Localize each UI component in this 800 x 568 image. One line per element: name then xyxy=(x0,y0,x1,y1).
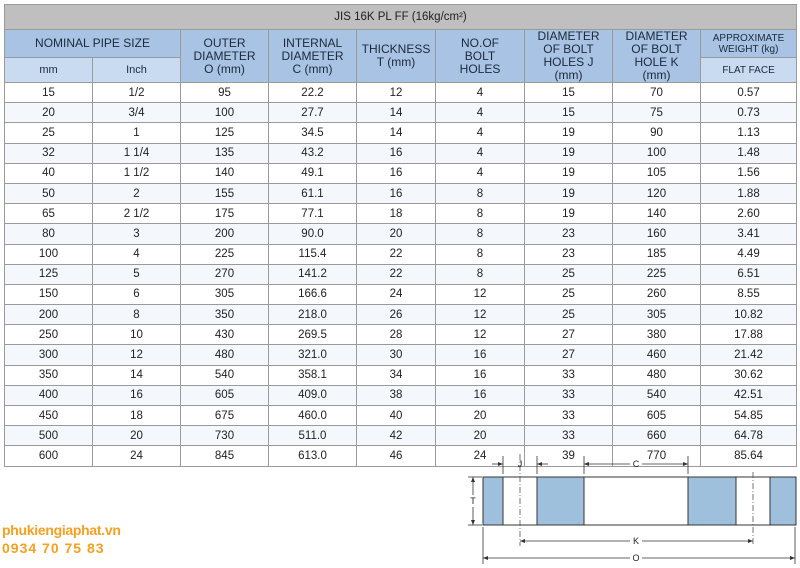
cell-internal-diameter: 49.1 xyxy=(269,163,357,183)
cell-internal-diameter: 34.5 xyxy=(269,123,357,143)
cell-mm: 500 xyxy=(5,426,93,446)
cell-bolt-circle: 120 xyxy=(613,183,701,203)
table-row xyxy=(5,305,797,325)
cell-outer-diameter: 480 xyxy=(181,345,269,365)
cell-bolt-hole-diameter: 19 xyxy=(525,183,613,203)
cell-bolt-holes: 4 xyxy=(436,163,525,183)
dim-t-label: T xyxy=(470,496,476,506)
cell-internal-diameter: 358.1 xyxy=(269,365,357,385)
table-row xyxy=(5,345,797,365)
header-bolts-line1: NO.OF xyxy=(461,35,499,50)
cell-bolt-hole-diameter: 25 xyxy=(525,264,613,284)
flange-segment-right-outer xyxy=(770,477,796,525)
dim-c-arrowhead-right xyxy=(683,462,688,466)
cell-bolt-hole-diameter: 39 xyxy=(525,446,613,466)
cell-internal-diameter: 141.2 xyxy=(269,264,357,284)
cell-bolt-circle: 185 xyxy=(613,244,701,264)
dim-o-arrowhead-right xyxy=(790,556,795,560)
header-bhd-line1: DIAMETER xyxy=(537,29,600,43)
table-row xyxy=(5,103,797,123)
brand-phone: 0934 70 75 83 xyxy=(2,540,105,556)
cell-bolt-holes: 8 xyxy=(436,224,525,244)
header-flat-face: FLAT FACE xyxy=(701,58,797,83)
cell-thickness: 16 xyxy=(357,143,436,163)
cell-weight: 4.49 xyxy=(701,244,797,264)
cell-internal-diameter: 22.2 xyxy=(269,83,357,103)
cell-bolt-circle: 540 xyxy=(613,385,701,405)
cell-internal-diameter: 61.1 xyxy=(269,183,357,203)
cell-outer-diameter: 540 xyxy=(181,365,269,385)
cell-mm: 50 xyxy=(5,183,93,203)
cell-bolt-hole-diameter: 33 xyxy=(525,406,613,426)
cell-bolt-holes: 4 xyxy=(436,103,525,123)
header-approx-weight xyxy=(701,30,797,58)
table-row xyxy=(5,83,797,103)
cell-outer-diameter: 155 xyxy=(181,183,269,203)
header-internal-line1: INTERNAL xyxy=(282,35,343,50)
table-row xyxy=(5,244,797,264)
header-internal-line3: C (mm) xyxy=(292,61,333,76)
header-inch: Inch xyxy=(93,58,181,83)
cell-bolt-holes: 8 xyxy=(436,244,525,264)
table-row xyxy=(5,204,797,224)
cell-bolt-circle: 75 xyxy=(613,103,701,123)
cell-internal-diameter: 27.7 xyxy=(269,103,357,123)
dim-k-arrowhead-left xyxy=(520,539,525,543)
cell-weight: 6.51 xyxy=(701,264,797,284)
cell-mm: 400 xyxy=(5,385,93,405)
cell-inch: 1/2 xyxy=(93,83,181,103)
cell-bolt-circle: 460 xyxy=(613,345,701,365)
cell-bolt-circle: 105 xyxy=(613,163,701,183)
header-bhd-line4: (mm) xyxy=(554,68,583,82)
cell-weight: 85.64 xyxy=(701,446,797,466)
table-row xyxy=(5,143,797,163)
brand-watermark xyxy=(2,522,144,556)
dim-j-arrowhead-left xyxy=(498,462,503,466)
header-bolt-holes xyxy=(436,30,525,83)
flange-outline xyxy=(483,477,796,525)
cell-mm: 125 xyxy=(5,264,93,284)
cell-outer-diameter: 100 xyxy=(181,103,269,123)
table-title-row xyxy=(5,5,797,30)
header-internal-line2: DIAMETER xyxy=(281,48,344,63)
cell-bolt-hole-diameter: 19 xyxy=(525,123,613,143)
cell-mm: 25 xyxy=(5,123,93,143)
header-outer-line3: O (mm) xyxy=(204,61,245,76)
header-outer-diameter xyxy=(181,30,269,83)
cell-bolt-circle: 660 xyxy=(613,426,701,446)
cell-internal-diameter: 166.6 xyxy=(269,284,357,304)
header-weight-line2: WEIGHT (kg) xyxy=(718,43,779,55)
cell-bolt-circle: 160 xyxy=(613,224,701,244)
table-row xyxy=(5,163,797,183)
header-bc-line1: DIAMETER xyxy=(625,29,688,43)
cell-outer-diameter: 730 xyxy=(181,426,269,446)
cell-bolt-circle: 225 xyxy=(613,264,701,284)
cell-weight: 1.56 xyxy=(701,163,797,183)
cell-mm: 200 xyxy=(5,305,93,325)
header-row-main xyxy=(5,30,797,58)
cell-outer-diameter: 140 xyxy=(181,163,269,183)
cell-inch: 8 xyxy=(93,305,181,325)
header-bc-line2: OF BOLT xyxy=(631,42,682,56)
header-bhd-line3: HOLES J xyxy=(543,55,594,69)
cell-bolt-hole-diameter: 33 xyxy=(525,385,613,405)
cell-mm: 150 xyxy=(5,284,93,304)
cell-thickness: 22 xyxy=(357,244,436,264)
cell-inch: 12 xyxy=(93,345,181,365)
cell-bolt-circle: 260 xyxy=(613,284,701,304)
cell-internal-diameter: 269.5 xyxy=(269,325,357,345)
cell-bolt-holes: 20 xyxy=(436,406,525,426)
cell-mm: 600 xyxy=(5,446,93,466)
cell-inch: 14 xyxy=(93,365,181,385)
cell-thickness: 28 xyxy=(357,325,436,345)
cell-inch: 5 xyxy=(93,264,181,284)
cell-weight: 1.13 xyxy=(701,123,797,143)
cell-mm: 100 xyxy=(5,244,93,264)
cell-bolt-circle: 480 xyxy=(613,365,701,385)
cell-inch: 10 xyxy=(93,325,181,345)
cell-thickness: 14 xyxy=(357,123,436,143)
cell-thickness: 34 xyxy=(357,365,436,385)
flange-segment-left-inner xyxy=(537,477,584,525)
cell-inch: 2 xyxy=(93,183,181,203)
cell-weight: 2.60 xyxy=(701,204,797,224)
cell-thickness: 40 xyxy=(357,406,436,426)
cell-mm: 20 xyxy=(5,103,93,123)
flange-spec-table-wrapper xyxy=(4,4,796,467)
cell-inch: 3/4 xyxy=(93,103,181,123)
cell-thickness: 30 xyxy=(357,345,436,365)
cell-bolt-holes: 20 xyxy=(436,426,525,446)
cell-bolt-hole-diameter: 27 xyxy=(525,325,613,345)
cell-outer-diameter: 125 xyxy=(181,123,269,143)
cell-outer-diameter: 200 xyxy=(181,224,269,244)
header-internal-diameter xyxy=(269,30,357,83)
cell-weight: 64.78 xyxy=(701,426,797,446)
cell-outer-diameter: 175 xyxy=(181,204,269,224)
cell-weight: 17.88 xyxy=(701,325,797,345)
cell-internal-diameter: 43.2 xyxy=(269,143,357,163)
cell-thickness: 22 xyxy=(357,264,436,284)
cell-inch: 1 1/2 xyxy=(93,163,181,183)
cell-outer-diameter: 270 xyxy=(181,264,269,284)
header-outer-line2: DIAMETER xyxy=(193,48,256,63)
cell-inch: 1 xyxy=(93,123,181,143)
header-weight-line1: APPROXIMATE xyxy=(712,32,785,44)
cell-inch: 1 1/4 xyxy=(93,143,181,163)
cell-weight: 3.41 xyxy=(701,224,797,244)
header-bolt-circle-diameter xyxy=(613,30,701,83)
cell-mm: 250 xyxy=(5,325,93,345)
table-row xyxy=(5,426,797,446)
cell-weight: 30.62 xyxy=(701,365,797,385)
cell-internal-diameter: 115.4 xyxy=(269,244,357,264)
header-mm: mm xyxy=(5,58,93,83)
flange-spec-table xyxy=(4,4,797,467)
cell-mm: 15 xyxy=(5,83,93,103)
cell-inch: 24 xyxy=(93,446,181,466)
cell-bolt-circle: 605 xyxy=(613,406,701,426)
table-row xyxy=(5,123,797,143)
cell-bolt-circle: 380 xyxy=(613,325,701,345)
cell-mm: 65 xyxy=(5,204,93,224)
cell-mm: 40 xyxy=(5,163,93,183)
cell-bolt-holes: 16 xyxy=(436,345,525,365)
cell-bolt-hole-diameter: 19 xyxy=(525,143,613,163)
table-row xyxy=(5,365,797,385)
table-title: JIS 16K PL FF (16kg/cm²) xyxy=(5,5,797,30)
cell-bolt-holes: 16 xyxy=(436,365,525,385)
cell-bolt-circle: 305 xyxy=(613,305,701,325)
header-thickness-line2: T (mm) xyxy=(376,55,416,69)
cell-outer-diameter: 95 xyxy=(181,83,269,103)
dim-j-arrowhead-right xyxy=(537,462,542,466)
cell-thickness: 38 xyxy=(357,385,436,405)
cell-outer-diameter: 605 xyxy=(181,385,269,405)
cell-bolt-hole-diameter: 15 xyxy=(525,83,613,103)
dim-c-label: C xyxy=(632,459,640,469)
cell-thickness: 14 xyxy=(357,103,436,123)
cell-thickness: 12 xyxy=(357,83,436,103)
cell-bolt-holes: 4 xyxy=(436,143,525,163)
cell-bolt-holes: 8 xyxy=(436,264,525,284)
cell-inch: 18 xyxy=(93,406,181,426)
cell-mm: 32 xyxy=(5,143,93,163)
flange-segment-right-inner xyxy=(688,477,736,525)
cell-bolt-hole-diameter: 19 xyxy=(525,204,613,224)
cell-bolt-holes: 8 xyxy=(436,183,525,203)
table-row xyxy=(5,325,797,345)
cell-bolt-hole-diameter: 23 xyxy=(525,224,613,244)
header-nominal-pipe-size: NOMINAL PIPE SIZE xyxy=(5,30,181,58)
cell-bolt-hole-diameter: 19 xyxy=(525,163,613,183)
cell-bolt-holes: 8 xyxy=(436,204,525,224)
cell-inch: 16 xyxy=(93,385,181,405)
cell-bolt-holes: 12 xyxy=(436,284,525,304)
dim-t-arrowhead-top xyxy=(471,477,475,482)
dim-o-arrowhead-left xyxy=(483,556,488,560)
cell-bolt-holes: 24 xyxy=(436,446,525,466)
header-bc-line3: HOLE K xyxy=(634,55,679,69)
cell-thickness: 16 xyxy=(357,163,436,183)
cell-mm: 350 xyxy=(5,365,93,385)
cell-weight: 0.73 xyxy=(701,103,797,123)
cell-inch: 6 xyxy=(93,284,181,304)
cell-bolt-circle: 140 xyxy=(613,204,701,224)
flange-cross-section-diagram xyxy=(462,452,798,566)
flange-segment-left-outer xyxy=(483,477,503,525)
cell-weight: 1.88 xyxy=(701,183,797,203)
cell-outer-diameter: 135 xyxy=(181,143,269,163)
cell-bolt-hole-diameter: 25 xyxy=(525,284,613,304)
cell-mm: 80 xyxy=(5,224,93,244)
header-bolts-line3: HOLES xyxy=(459,61,501,76)
cell-bolt-hole-diameter: 23 xyxy=(525,244,613,264)
cell-bolt-circle: 770 xyxy=(613,446,701,466)
cell-outer-diameter: 225 xyxy=(181,244,269,264)
header-thickness xyxy=(357,30,436,83)
cell-bolt-circle: 100 xyxy=(613,143,701,163)
cell-inch: 2 1/2 xyxy=(93,204,181,224)
cell-bolt-hole-diameter: 33 xyxy=(525,426,613,446)
cell-thickness: 24 xyxy=(357,284,436,304)
cell-outer-diameter: 430 xyxy=(181,325,269,345)
cell-internal-diameter: 613.0 xyxy=(269,446,357,466)
table-row xyxy=(5,385,797,405)
cell-bolt-circle: 70 xyxy=(613,83,701,103)
cell-internal-diameter: 77.1 xyxy=(269,204,357,224)
cell-thickness: 42 xyxy=(357,426,436,446)
table-row xyxy=(5,406,797,426)
cell-bolt-hole-diameter: 27 xyxy=(525,345,613,365)
cell-bolt-hole-diameter: 25 xyxy=(525,305,613,325)
cell-internal-diameter: 460.0 xyxy=(269,406,357,426)
cell-inch: 20 xyxy=(93,426,181,446)
dim-j-label: J xyxy=(517,459,523,469)
dim-k-arrowhead-right xyxy=(748,539,753,543)
cell-thickness: 20 xyxy=(357,224,436,244)
cell-internal-diameter: 409.0 xyxy=(269,385,357,405)
cell-inch: 3 xyxy=(93,224,181,244)
cell-internal-diameter: 90.0 xyxy=(269,224,357,244)
cell-thickness: 46 xyxy=(357,446,436,466)
cell-bolt-holes: 4 xyxy=(436,83,525,103)
header-bc-line4: (mm) xyxy=(642,68,671,82)
table-row xyxy=(5,284,797,304)
header-outer-line1: OUTER xyxy=(203,35,246,50)
cell-inch: 4 xyxy=(93,244,181,264)
cell-weight: 8.55 xyxy=(701,284,797,304)
header-bolt-hole-diameter xyxy=(525,30,613,83)
cell-bolt-holes: 12 xyxy=(436,325,525,345)
cell-internal-diameter: 321.0 xyxy=(269,345,357,365)
cell-bolt-holes: 16 xyxy=(436,385,525,405)
cell-outer-diameter: 305 xyxy=(181,284,269,304)
cell-thickness: 26 xyxy=(357,305,436,325)
header-bolts-line2: BOLT xyxy=(464,48,496,63)
cell-mm: 300 xyxy=(5,345,93,365)
brand-website: phukiengiaphat.vn xyxy=(2,522,121,538)
table-body xyxy=(5,83,797,467)
cell-mm: 450 xyxy=(5,406,93,426)
cell-outer-diameter: 350 xyxy=(181,305,269,325)
cell-outer-diameter: 845 xyxy=(181,446,269,466)
table-row xyxy=(5,224,797,244)
cell-bolt-circle: 90 xyxy=(613,123,701,143)
dim-c-arrowhead-left xyxy=(584,462,589,466)
header-thickness-line1: THICKNESS xyxy=(361,42,431,56)
dim-k-label: K xyxy=(632,536,640,546)
cell-weight: 0.57 xyxy=(701,83,797,103)
cell-weight: 1.48 xyxy=(701,143,797,163)
cell-thickness: 16 xyxy=(357,183,436,203)
cell-thickness: 18 xyxy=(357,204,436,224)
cell-weight: 21.42 xyxy=(701,345,797,365)
table-row xyxy=(5,183,797,203)
table-row xyxy=(5,264,797,284)
cell-bolt-holes: 12 xyxy=(436,305,525,325)
cell-bolt-hole-diameter: 33 xyxy=(525,365,613,385)
cell-bolt-holes: 4 xyxy=(436,123,525,143)
cell-weight: 42.51 xyxy=(701,385,797,405)
cell-outer-diameter: 675 xyxy=(181,406,269,426)
cell-internal-diameter: 218.0 xyxy=(269,305,357,325)
cell-weight: 54.85 xyxy=(701,406,797,426)
dim-t-arrowhead-bottom xyxy=(471,520,475,525)
header-bhd-line2: OF BOLT xyxy=(543,42,594,56)
cell-bolt-hole-diameter: 15 xyxy=(525,103,613,123)
cell-weight: 10.82 xyxy=(701,305,797,325)
dim-o-label: O xyxy=(632,553,640,563)
cell-internal-diameter: 511.0 xyxy=(269,426,357,446)
